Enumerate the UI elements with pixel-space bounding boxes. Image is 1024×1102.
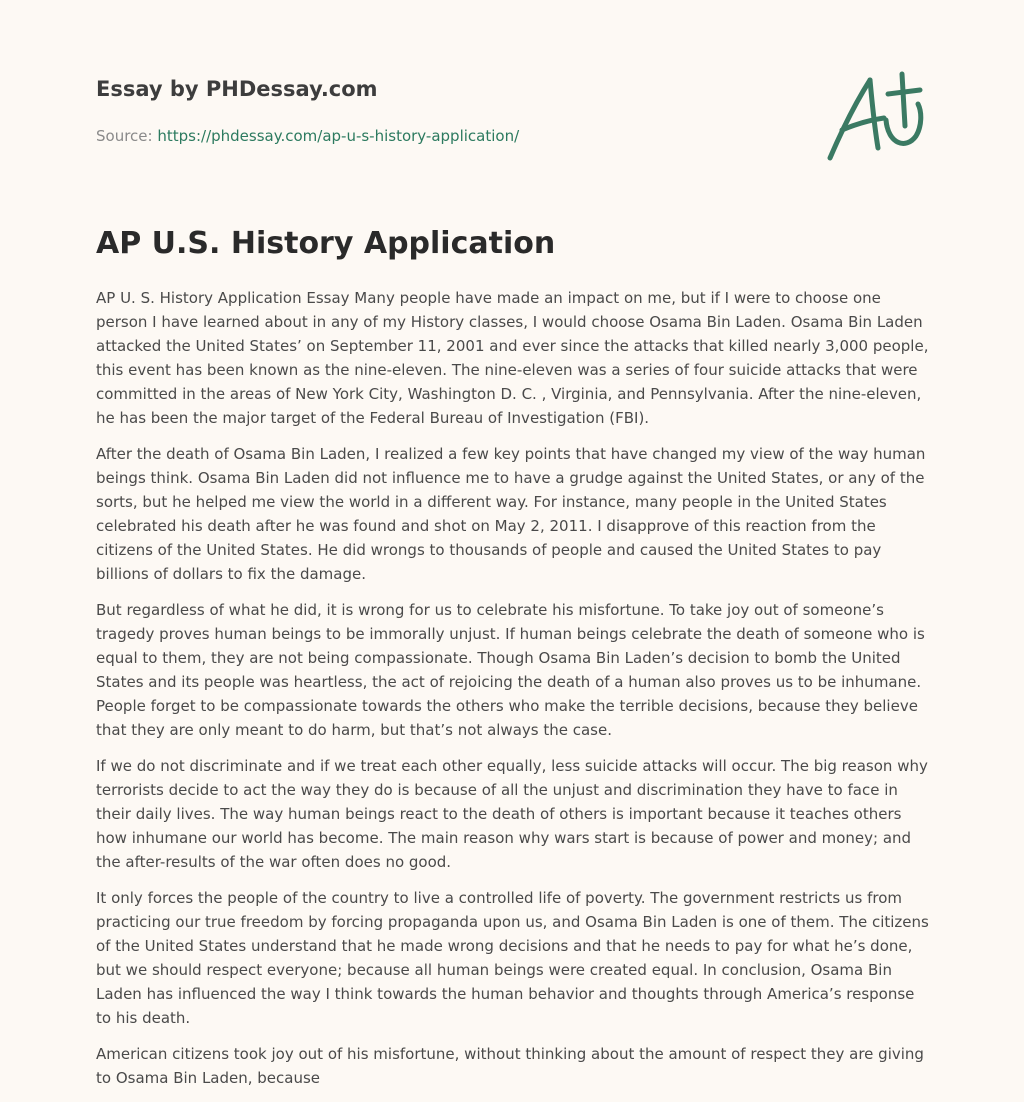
essay-paragraph: After the death of Osama Bin Laden, I realized a few key points that have changed my view of the way human beings think. Osama Bin Laden did not influence me to have a grudge against the United States, or any of the sorts, but he helped me view the world in a different way. For instance, many people in the United States celebrated his death after he was found and shot on May 2, 2011. I disapprove of this reaction from the citizens of the United States. He did wrongs to thousands of people and caused the United States to pay billions of dollars to fix the damage. [96, 445, 926, 583]
essay-paragraph: It only forces the people of the country to live a controlled life of poverty. The government restricts us from practicing our true freedom by forcing propaganda upon us, and Osama Bin Laden is one of them. The citizens of the United States understand that he made wrong decisions and that he needs to pay for what he’s done, but we should respect everyone; because all human beings were created equal. In conclusion, Osama Bin Laden has influenced the way I think towards the human behavior and thoughts through America’s response to his death. [96, 889, 929, 1027]
essay-paragraph: American citizens took joy out of his misfortune, without thinking about the amount of respect they are giving to Osama Bin Laden, because [96, 1045, 924, 1087]
essay-body [96, 286, 932, 1090]
header [96, 74, 656, 146]
essay-paragraph: If we do not discriminate and if we treat each other equally, less suicide attacks will occur. The big reason why terrorists decide to act the way they do is because of all the unjust and discrimination they have to face in their daily lives. The way human beings react to the death of others is important because it teaches others how inhumane our world has become. The main reason why wars start is because of power and money; and the after-results of the war often does no good. [96, 757, 928, 871]
source-link[interactable]: https://phdessay.com/ap-u-s-history-application/ [157, 127, 520, 145]
essay-paragraph: AP U. S. History Application Essay Many people have made an impact on me, but if I were to choose one person I have learned about in any of my History classes, I would choose Osama Bin Laden. Osama Bin Laden attacked the United States’ on September 11, 2001 and ever since the attacks that killed nearly 3,000 people, this event has been known as the nine-eleven. The nine-eleven was a series of four suicide attacks that were committed in the areas of New York City, Washington D. C. , Virginia, and Pennsylvania. After the nine-eleven, he has been the major target of the Federal Bureau of Investigation (FBI). [96, 289, 929, 427]
a-plus-logo-icon [822, 66, 934, 166]
source-label: Source: [96, 127, 153, 145]
essay-content [96, 222, 932, 1102]
essay-paragraph: But regardless of what he did, it is wrong for us to celebrate his misfortune. To take joy out of someone’s tragedy proves human beings to be immorally unjust. If human beings celebrate the death of someone who is equal to them, they are not being compassionate. Though Osama Bin Laden’s decision to bomb the United States and its people was heartless, the act of rejoicing the death of a human also proves us to be inhumane. People forget to be compassionate towards the others who make the terrible decisions, because they believe that they are only meant to do harm, but that’s not always the case. [96, 601, 925, 739]
site-title: Essay by PHDessay.com [96, 77, 378, 101]
source-line [96, 126, 656, 146]
essay-title: AP U.S. History Application [96, 226, 556, 261]
